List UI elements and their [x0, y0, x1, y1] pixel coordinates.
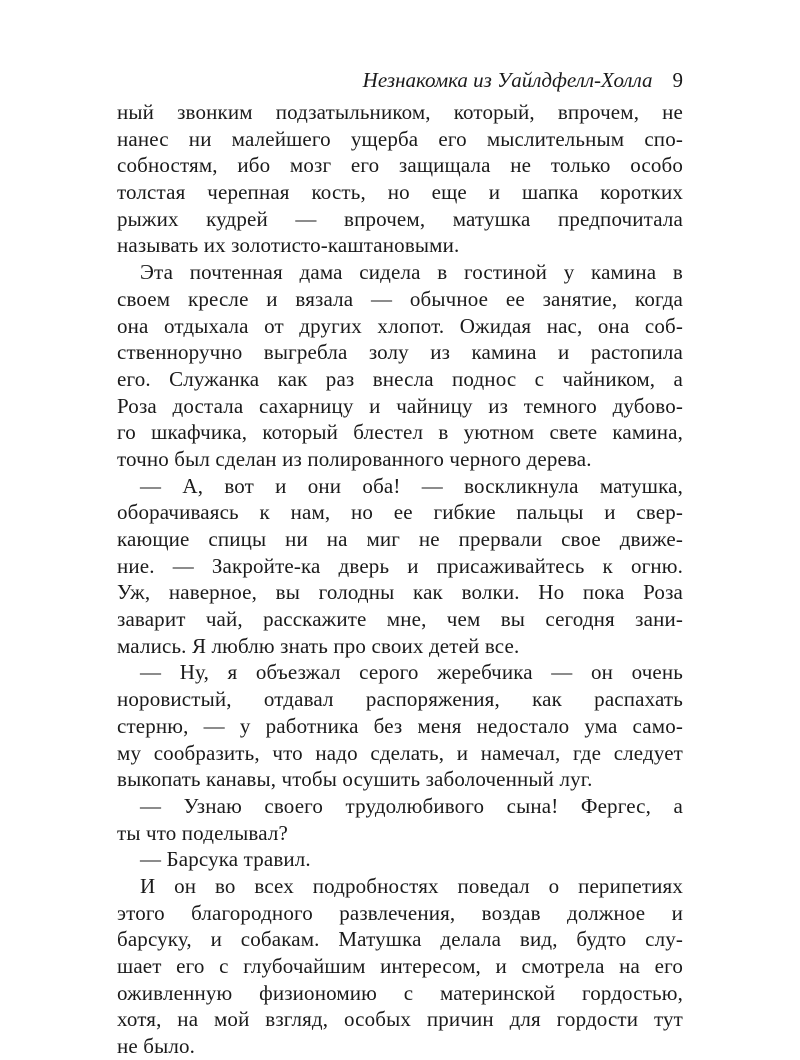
body-text: [117, 99, 683, 1060]
text-line: — А, вот и они оба! — воскликнула матушка,: [140, 473, 683, 498]
text-line: собностям, ибо мозг его защищала не только особо: [117, 153, 683, 178]
text-line: — Узнаю своего трудолюбивого сына! Фергес, а: [140, 793, 683, 818]
text-line: толстая черепная кость, но еще и шапка коротких: [117, 180, 683, 205]
text-line: ственноручно выгребла золу из камина и растопила: [117, 340, 683, 365]
page-number: 9: [672, 68, 683, 92]
text-line: норовистый, отдавал распоряжения, как распахать: [117, 687, 683, 712]
text-line: го шкафчика, который блестел в уютном свете камина,: [117, 420, 683, 445]
text-line: называть их золотисто-каштановыми.: [117, 233, 460, 258]
running-title: Незнакомка из Уайлдфелл-Холла: [362, 68, 653, 92]
text-line: его. Служанка как раз внесла поднос с чайником, а: [117, 366, 683, 391]
text-line: ты что поделывал?: [117, 820, 288, 845]
text-line: кающие спицы ни на миг не прервали свое движе-: [117, 527, 683, 551]
text-line: стерню, — у работника без меня недостало ума само-: [117, 713, 683, 738]
text-line: оборачиваясь к нам, но ее гибкие пальцы и свер-: [117, 500, 683, 525]
text-line: не было.: [117, 1034, 196, 1059]
text-line: нанес ни малейшего ущерба его мыслительным спо-: [117, 126, 683, 151]
text-line: И он во всех подробностях поведал о перипетиях: [140, 873, 683, 898]
text-line: шает его с глубочайшим интересом, и смотрела на его: [117, 954, 683, 978]
book-page: [117, 0, 683, 1059]
text-line: барсуку, и собакам. Матушка делала вид, будто слу-: [117, 927, 683, 952]
text-line: мались. Я люблю знать про своих детей все.: [117, 633, 520, 658]
text-line: хотя, на мой взгляд, особых причин для гордости тут: [117, 1007, 683, 1032]
text-line: Эта почтенная дама сидела в гостиной у камина в: [140, 260, 683, 285]
text-line: заварит чай, расскажите мне, чем вы сегодня зани-: [117, 607, 683, 632]
text-line: точно был сделан из полированного черного дерева.: [117, 446, 592, 471]
running-head: [117, 66, 683, 94]
text-line: она отдыхала от других хлопот. Ожидая нас, она соб-: [117, 313, 683, 338]
text-line: Роза достала сахарницу и чайницу из темного дубово-: [117, 393, 683, 418]
text-line: — Барсука травил.: [140, 847, 311, 872]
text-line: му сообразить, что надо сделать, и намечал, где следует: [117, 740, 683, 765]
text-line: ние. — Закройте-ка дверь и присаживайтесь к огню.: [117, 553, 683, 578]
text-line: Уж, наверное, вы голодны как волки. Но пока Роза: [117, 580, 683, 605]
text-line: — Ну, я объезжал серого жеребчика — он очень: [140, 660, 683, 685]
text-line: выкопать канавы, чтобы осушить заболоченный луг.: [117, 767, 593, 792]
text-line: своем кресле и вязала — обычное ее занятие, когда: [117, 286, 683, 311]
text-line: ный звонким подзатыльником, который, впрочем, не: [117, 100, 683, 124]
text-line: рыжих кудрей — впрочем, матушка предпочитала: [117, 206, 683, 231]
text-line: оживленную физиономию с материнской гордостью,: [117, 980, 683, 1005]
text-line: этого благородного развлечения, воздав должное и: [117, 900, 683, 925]
